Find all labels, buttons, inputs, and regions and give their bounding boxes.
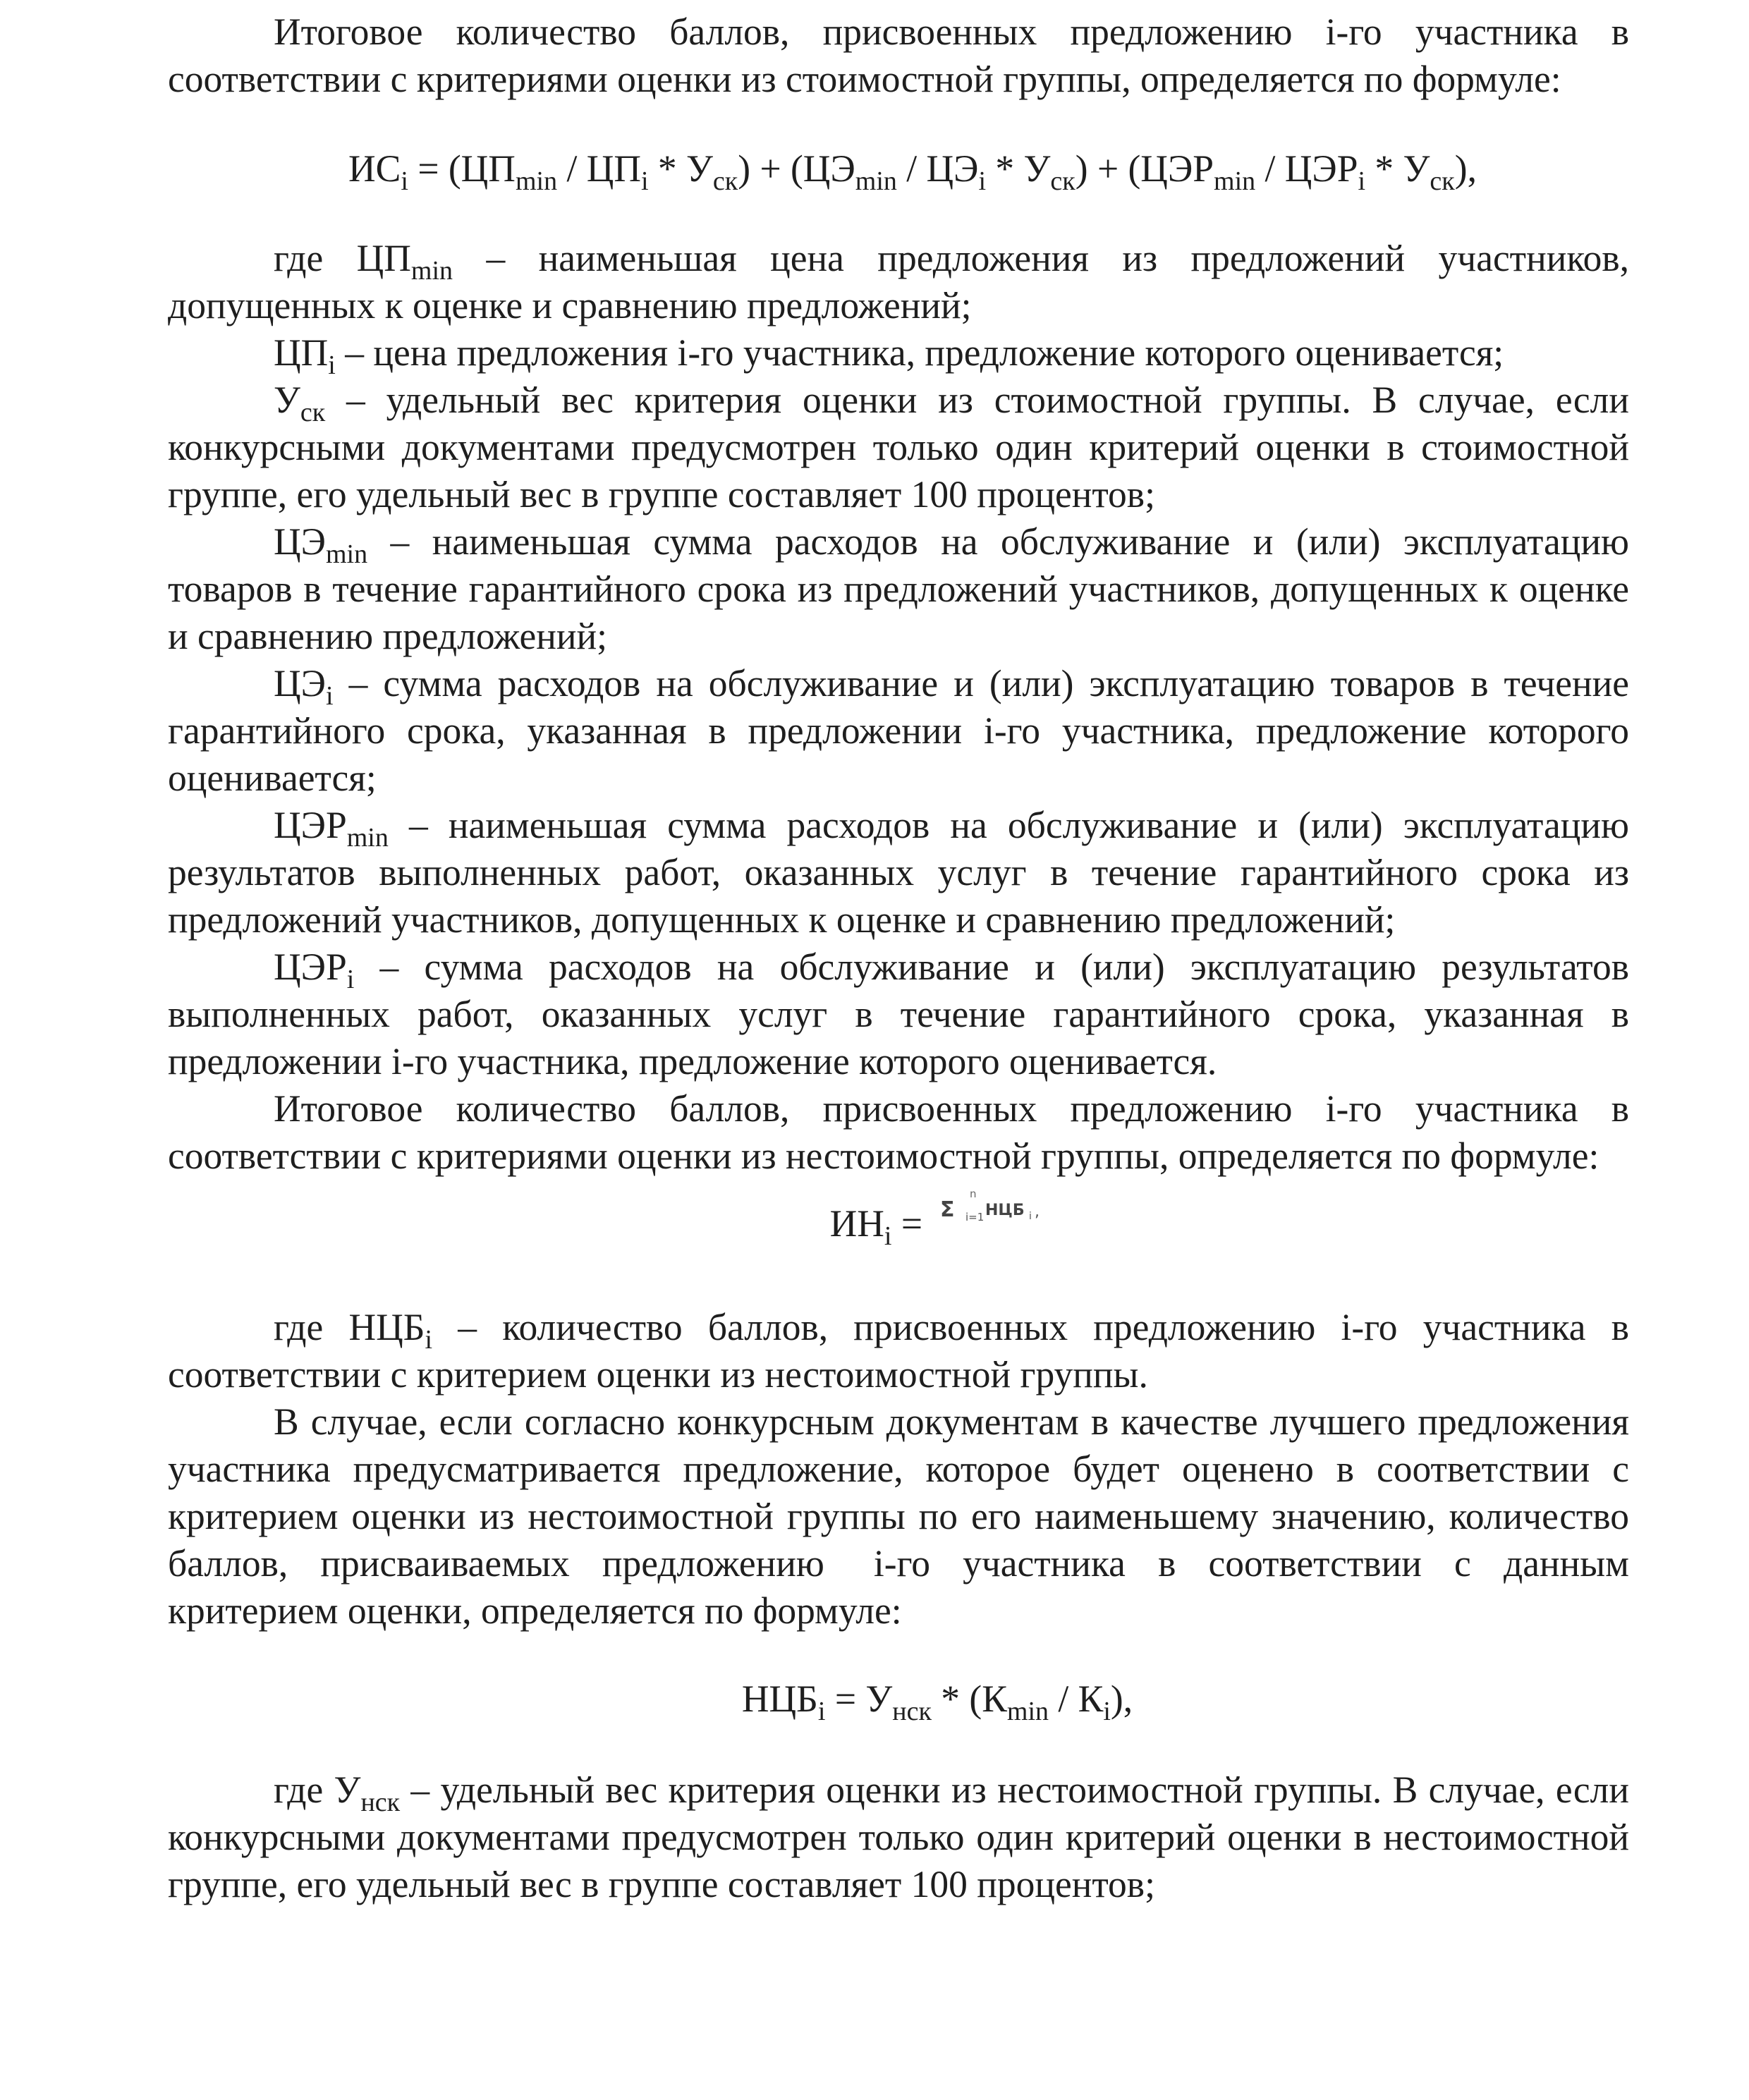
formula-token: * У: [648, 147, 713, 190]
formula-subscript: i: [884, 1221, 892, 1251]
definition-text: – цена предложения i-го участника, предложение которого оценивается;: [335, 331, 1504, 374]
definition-subscript: i: [325, 681, 334, 711]
definition-text: – удельный вес критерия оценки из стоимостной группы. В случае, если конкурсными документами предусмотрен только один критерий оценки в стоимостной группе, его удельный вес в группе составляет 100 процентов;: [168, 379, 1629, 515]
formula-token: * У: [986, 147, 1051, 190]
formula-token: / К: [1049, 1678, 1104, 1720]
definition-term: ЦЭ: [274, 662, 326, 704]
formula-subscript: i: [978, 166, 987, 196]
formula-subscript: min: [1214, 166, 1256, 196]
document-page: [168, 8, 1629, 1908]
definition-text: – сумма расходов на обслуживание и (или) эксплуатацию результатов выполненных работ, оказанных услуг в течение гарантийного срока, указанная в предложении i-го участника, предложение которого оценивается.: [168, 946, 1629, 1082]
formula-token: = (ЦП: [408, 147, 516, 190]
definition-term: ЦЭ: [274, 520, 326, 563]
definition-term: где ЦП: [274, 237, 411, 279]
definition-term: ЦЭР: [274, 804, 347, 846]
definition-term: У: [274, 379, 300, 421]
definition-text: – количество баллов, присвоенных предложению i-го участника в соответствии с критерием оценки из нестоимостной группы.: [168, 1306, 1629, 1396]
definition-ncb-i: [168, 1304, 1629, 1398]
definition-subscript: min: [346, 823, 389, 853]
formula-subscript: i: [817, 1697, 826, 1726]
intro-noncost-paragraph: Итоговое количество баллов, присвоенных предложению i-го участника в соответствии с критериями оценки из нестоимостной группы, определяется по формуле:: [168, 1087, 1629, 1177]
definition-cer-min: [168, 802, 1629, 944]
sum-term: НЦБ: [985, 1202, 1025, 1219]
formula-subscript: i: [401, 166, 408, 196]
definition-subscript: i: [346, 965, 355, 994]
formula-subscript: ск: [1050, 166, 1075, 196]
sum-comma: ,: [1035, 1203, 1040, 1221]
definition-subscript: min: [325, 539, 368, 569]
formula-subscript: min: [1006, 1697, 1049, 1726]
definition-term: ЦП: [274, 331, 329, 374]
definition-text: – наименьшая цена предложения из предложений участников, допущенных к оценке и сравнению предложений;: [168, 237, 1629, 326]
definition-term: где У: [274, 1769, 361, 1811]
sum-lower-limit: i=1: [965, 1211, 985, 1223]
definition-text: – удельный вес критерия оценки из нестоимостной группы. В случае, если конкурсными документами предусмотрен только один критерий оценки в нестоимостной группе, его удельный вес в группе составляет 100 процентов;: [168, 1769, 1630, 1905]
formula-token: / ЦЭ: [896, 147, 979, 190]
definition-u-sk: [168, 377, 1629, 518]
definition-text: – наименьшая сумма расходов на обслуживание и (или) эксплуатацию товаров в течение гарантийного срока из предложений участников, допущенных к оценке и сравнению предложений;: [168, 520, 1629, 657]
definition-subscript: i: [328, 350, 336, 380]
formula-subscript: i: [640, 166, 649, 196]
sum-sign: Σ: [940, 1197, 955, 1222]
formula-token: = У: [825, 1678, 893, 1720]
case-paragraph: [168, 1398, 1629, 1635]
formula-subscript: ск: [1430, 166, 1455, 196]
definition-text: – сумма расходов на обслуживание и (или) эксплуатацию товаров в течение гарантийного срока, указанная в предложении i-го участника, предложение которого оценивается;: [168, 662, 1629, 799]
sum-term-subscript: i: [1029, 1211, 1032, 1222]
formula-token: ) + (ЦЭР: [1075, 147, 1214, 190]
formula-token: * У: [1365, 147, 1430, 190]
definition-cp-min: [168, 235, 1629, 329]
formula-token: / ЦЭР: [1255, 147, 1358, 190]
definition-ce-i: [168, 660, 1629, 802]
definition-subscript: нск: [360, 1788, 401, 1817]
formula-token: / ЦП: [557, 147, 641, 190]
formula-token: ),: [1110, 1678, 1133, 1720]
definition-subscript: min: [410, 256, 453, 286]
formula-token: ) + (ЦЭ: [738, 147, 855, 190]
formula-subscript: нск: [892, 1697, 932, 1726]
formula-subscript: min: [515, 166, 558, 196]
intro-cost-paragraph: Итоговое количество баллов, присвоенных предложению i-го участника в соответствии с критериями оценки из стоимостной группы, определяется по формуле:: [168, 11, 1629, 100]
formula-cost-group: [168, 145, 1629, 196]
case-text-part-2: i-го участника в соответствии с данным критерием оценки, определяется по формуле:: [168, 1542, 1630, 1632]
formula-subscript: min: [855, 166, 897, 196]
case-text-part-1: В случае, если согласно конкурсным документам в качестве лучшего предложения участника предусматривается предложение, которое будет оценено в соответствии с критерием оценки из нестоимостной группы по его наименьшему значению, количество баллов, присваиваемых предложению: [168, 1400, 1629, 1585]
definition-text: – наименьшая сумма расходов на обслуживание и (или) эксплуатацию результатов выполненных работ, оказанных услуг в течение гарантийного срока из предложений участников, допущенных к оценке и сравнению предложений;: [168, 804, 1629, 941]
formula-subscript: ск: [712, 166, 738, 196]
formula-token: НЦБ: [741, 1678, 818, 1720]
definition-u-nsk: [168, 1766, 1629, 1908]
formula-token: * (К: [931, 1678, 1007, 1720]
definition-cp-i: [168, 329, 1629, 380]
formula-token: ИС: [348, 147, 401, 190]
formula-subscript: i: [1358, 166, 1366, 196]
formula-token: ИН: [829, 1202, 884, 1245]
sum-upper-limit: n: [970, 1188, 977, 1200]
formula-ncb: [168, 1675, 1629, 1726]
formula-token: ),: [1454, 147, 1477, 190]
definition-subscript: i: [425, 1325, 433, 1355]
summation-formula-image: [939, 1188, 1059, 1228]
definition-ce-min: [168, 518, 1629, 660]
formula-noncost-group: [168, 1188, 1629, 1251]
formula-token: =: [891, 1202, 932, 1245]
definition-term: ЦЭР: [274, 946, 347, 988]
definition-cer-i: [168, 944, 1629, 1085]
definition-subscript: ск: [300, 398, 326, 427]
formula-subscript: i: [1103, 1697, 1111, 1726]
definition-term: где НЦБ: [274, 1306, 425, 1348]
